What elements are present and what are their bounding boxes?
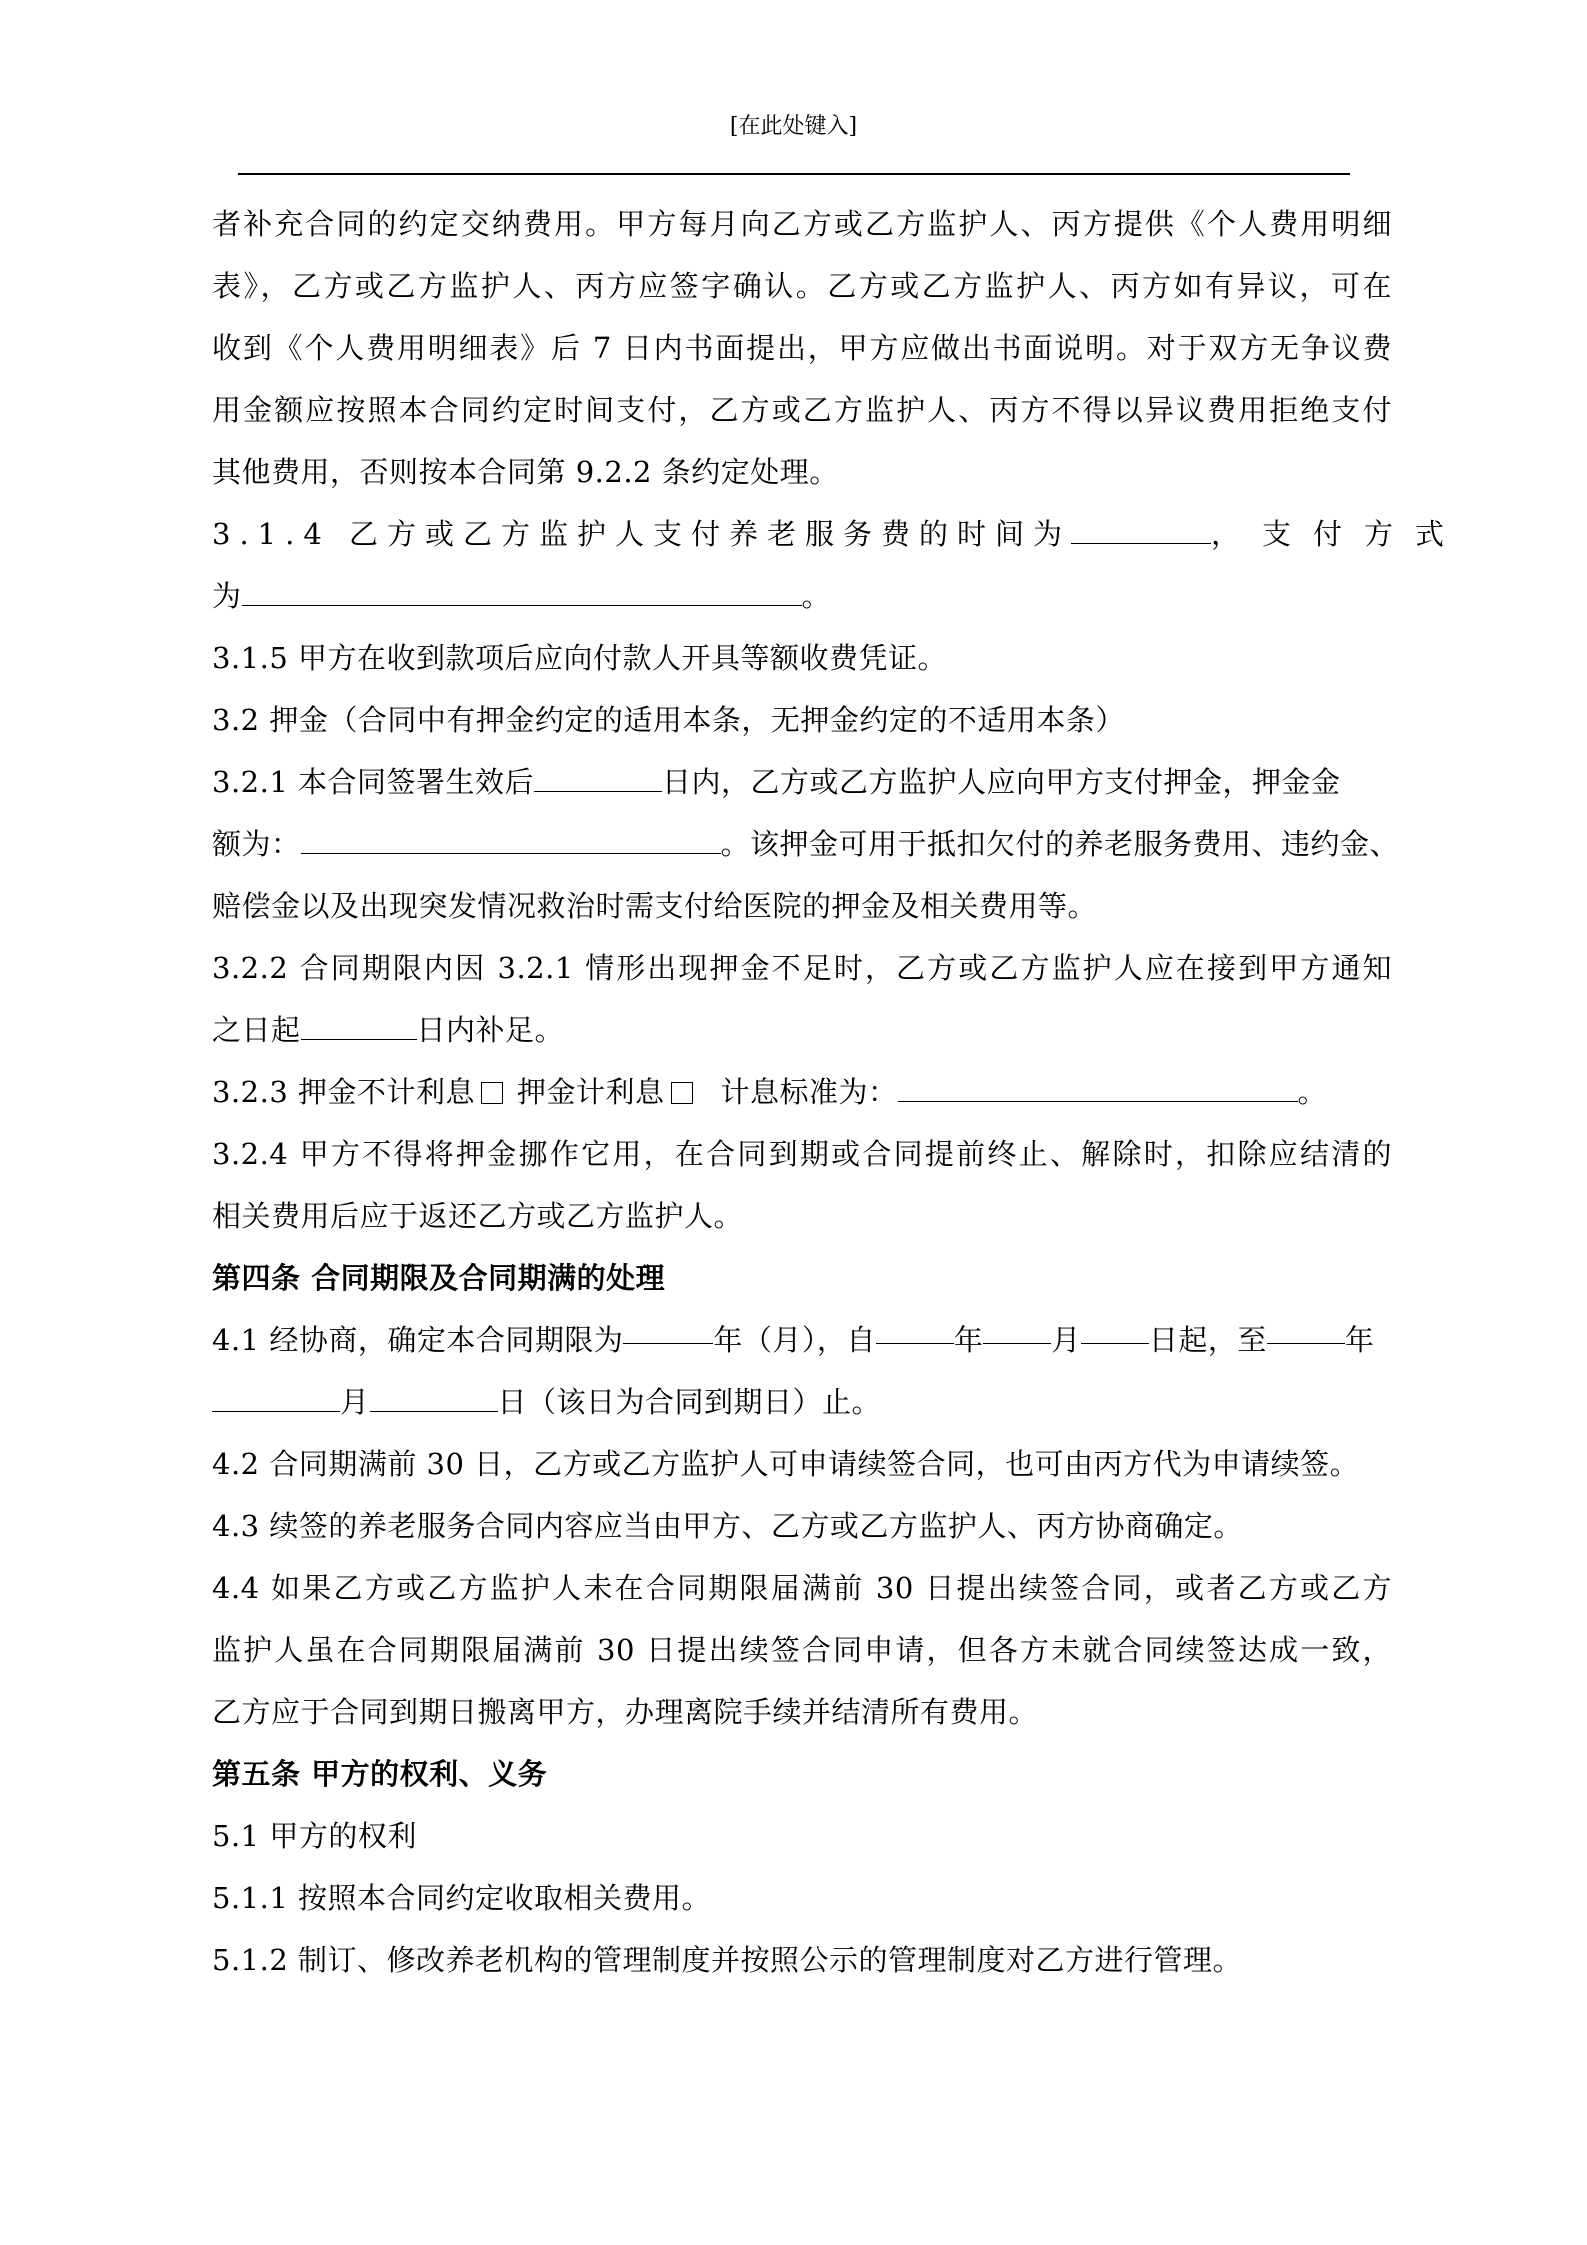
paragraph-line: 表》，乙方或乙方监护人、丙方应签字确认。乙方或乙方监护人、丙方如有异议，可在 [212,269,1392,303]
clause-text: 4.1 经协商，确定本合同期限为 [212,1323,624,1357]
fill-blank-replenish-days[interactable] [301,1005,417,1040]
clause-text: 。 [801,579,832,613]
clause-text: 。 [1297,1075,1328,1109]
clause-3-2-1 [212,751,1392,813]
clause-3-2-2: 3.2.2 合同期限内因 3.2.1 情形出现押金不足时，乙方或乙方监护人应在接到甲方通知 [212,951,1392,985]
clause-3-2-1-cont [212,813,1400,875]
paragraph-line: 其他费用，否则按本合同第 9.2.2 条约定处理。 [212,455,839,489]
clause-3-2-3 [212,1061,1392,1123]
clause-text: 月 [1051,1323,1081,1357]
paragraph-line: 乙方应于合同到期日搬离甲方，办理离院手续并结清所有费用。 [212,1695,1039,1729]
clause-5-1-1: 5.1.1 按照本合同约定收取相关费用。 [212,1881,712,1915]
clause-text: 日（该日为合同到期日）止。 [497,1385,882,1419]
clause-4-3: 4.3 续签的养老服务合同内容应当由甲方、乙方或乙方监护人、丙方协商确定。 [212,1509,1243,1543]
clause-text: 3.1.4 乙方或乙方监护人支付养老服务费的时间为 [212,517,1072,551]
interest-checkbox[interactable] [671,1082,693,1104]
clause-text: 额为： [212,827,301,861]
clause-3-1-4-cont [212,565,1392,627]
clause-3-2-4: 3.2.4 甲方不得将押金挪作它用，在合同到期或合同提前终止、解除时，扣除应结清的 [212,1137,1392,1171]
clause-5-1: 5.1 甲方的权利 [212,1819,417,1853]
clause-text: 年（月），自 [713,1323,876,1357]
clause-text: 。该押金可用于抵扣欠付的养老服务费用、违约金、 [720,827,1400,861]
paragraph-line: 者补充合同的约定交纳费用。甲方每月向乙方或乙方监护人、丙方提供《个人费用明细 [212,207,1392,241]
fill-blank-payment-time[interactable] [1071,509,1211,544]
paragraph-line: 相关费用后应于返还乙方或乙方监护人。 [212,1199,744,1233]
paragraph-line: 收到《个人费用明细表》后 7 日内书面提出，甲方应做出书面说明。对于双方无争议费 [212,331,1392,365]
section-heading-4: 第四条 合同期限及合同期满的处理 [212,1261,666,1295]
clause-3-2: 3.2 押金（合同中有押金约定的适用本条，无押金约定的不适用本条） [212,703,1125,737]
clause-text: 3.2.3 押金不计利息 [212,1075,476,1109]
document-body [212,193,1467,1991]
clause-text: 日起，至 [1148,1323,1267,1357]
clause-4-1-cont [212,1371,1392,1433]
header-rule [238,173,1350,175]
no-interest-checkbox[interactable] [481,1082,503,1104]
clause-text: 日内补足。 [416,1013,565,1047]
clause-4-1 [212,1309,1392,1371]
clause-text: 日内，乙方或乙方监护人应向甲方支付押金，押金金 [662,765,1341,799]
page-header: [在此处键入] [729,114,858,139]
section-heading-5: 第五条 甲方的权利、义务 [212,1757,548,1791]
clause-text: 3.2.1 本合同签署生效后 [212,765,535,799]
clause-3-1-5: 3.1.5 甲方在收到款项后应向付款人开具等额收费凭证。 [212,641,948,675]
clause-5-1-2: 5.1.2 制订、修改养老机构的管理制度并按照公示的管理制度对乙方进行管理。 [212,1943,1243,1977]
clause-4-2: 4.2 合同期满前 30 日，乙方或乙方监护人可申请续签合同，也可由丙方代为申请续签。 [212,1447,1360,1481]
clause-text: 押金计利息 [517,1075,665,1109]
clause-text: ，支付方式 [1211,517,1467,551]
clause-text: 月 [340,1385,370,1419]
clause-text: 之日起 [212,1013,301,1047]
clause-text: 年 [953,1323,984,1357]
fill-blank-deposit-amount[interactable] [301,819,721,854]
fill-blank-end-day[interactable] [370,1377,498,1412]
fill-blank-deposit-days[interactable] [534,757,662,792]
clause-text: 年 [1344,1323,1375,1357]
clause-3-2-2-cont [212,999,1392,1061]
clause-text: 计息标准为： [720,1075,898,1109]
paragraph-line: 监护人虽在合同期限届满前 30 日提出续签合同申请，但各方未就合同续签达成一致， [212,1633,1392,1667]
clause-4-4: 4.4 如果乙方或乙方监护人未在合同期限届满前 30 日提出续签合同，或者乙方或乙方 [212,1571,1392,1605]
paragraph-line: 赔偿金以及出现突发情况救治时需支付给医院的押金及相关费用等。 [212,889,1098,923]
clause-text: 为 [212,579,242,613]
fill-blank-payment-method[interactable] [242,571,802,606]
paragraph-line: 用金额应按照本合同约定时间支付，乙方或乙方监护人、丙方不得以异议费用拒绝支付 [212,393,1392,427]
fill-blank-interest-rate[interactable] [898,1067,1298,1102]
fill-blank-term-length[interactable] [623,1309,713,1344]
clause-3-1-4 [212,503,1467,565]
fill-blank-start-month[interactable] [983,1309,1051,1344]
fill-blank-end-month[interactable] [212,1377,340,1412]
fill-blank-start-day[interactable] [1081,1309,1149,1344]
fill-blank-start-year[interactable] [876,1309,954,1344]
fill-blank-end-year[interactable] [1267,1309,1345,1344]
